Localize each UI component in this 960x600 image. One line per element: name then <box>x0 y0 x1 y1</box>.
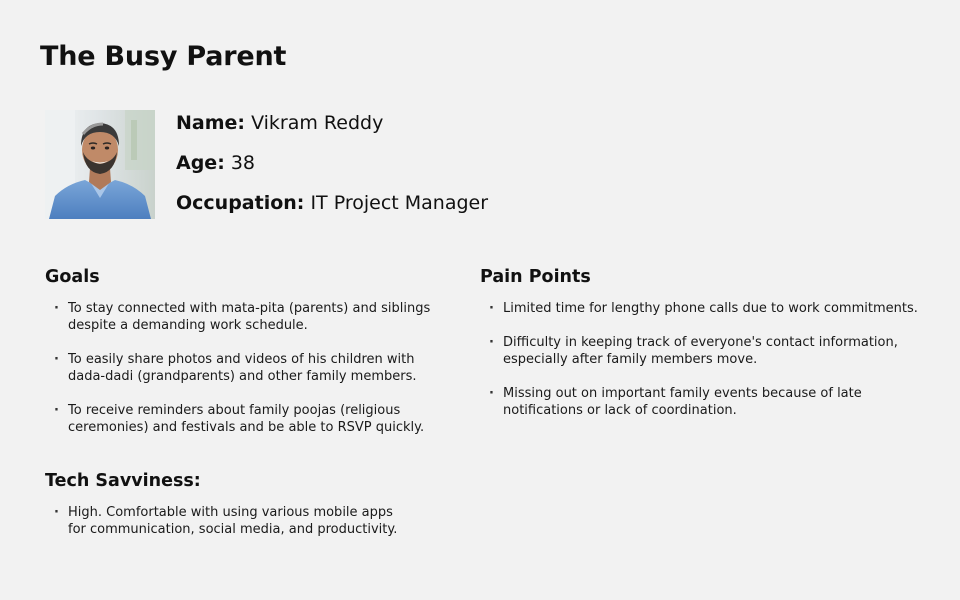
goal-item: · To stay connected with mata-pita (parents) and siblings despite a demanding work schedule. <box>45 300 445 334</box>
pain-points-section <box>480 266 920 436</box>
pain-point-item: · Limited time for lengthy phone calls due to work commitments. <box>480 300 920 317</box>
person-portrait-icon <box>45 110 155 219</box>
name-value: Vikram Reddy <box>251 112 384 134</box>
tech-savviness-item: · High. Comfortable with using various mobile apps for communication, social media, and productivity. <box>45 504 408 538</box>
page-title: The Busy Parent <box>40 41 287 72</box>
tech-savviness-list <box>45 504 445 538</box>
goal-item: · To receive reminders about family poojas (religious ceremonies) and festivals and be able to RSVP quickly. <box>45 402 445 436</box>
age-value: 38 <box>230 152 256 174</box>
occupation-label: Occupation: <box>176 192 305 214</box>
goal-item: · To easily share photos and videos of his children with dada-dadi (grandparents) and other family members. <box>45 351 445 385</box>
name-row <box>176 111 488 135</box>
name-label: Name: <box>176 112 246 134</box>
occupation-row <box>176 191 488 215</box>
goals-section <box>45 266 445 453</box>
occupation-value: IT Project Manager <box>310 192 489 214</box>
persona-photo <box>45 110 155 219</box>
persona-info <box>176 111 488 231</box>
pain-points-list <box>480 300 920 419</box>
tech-savviness-section <box>45 470 445 555</box>
age-row <box>176 151 488 175</box>
goals-heading: Goals <box>45 267 100 287</box>
pain-points-heading: Pain Points <box>480 267 591 287</box>
goals-list <box>45 300 445 436</box>
age-label: Age: <box>176 152 225 174</box>
pain-point-item: · Difficulty in keeping track of everyone's contact information, especially after family members move. <box>480 334 920 368</box>
tech-savviness-heading: Tech Savviness: <box>45 471 201 491</box>
pain-point-item: · Missing out on important family events because of late notifications or lack of coordination. <box>480 385 920 419</box>
